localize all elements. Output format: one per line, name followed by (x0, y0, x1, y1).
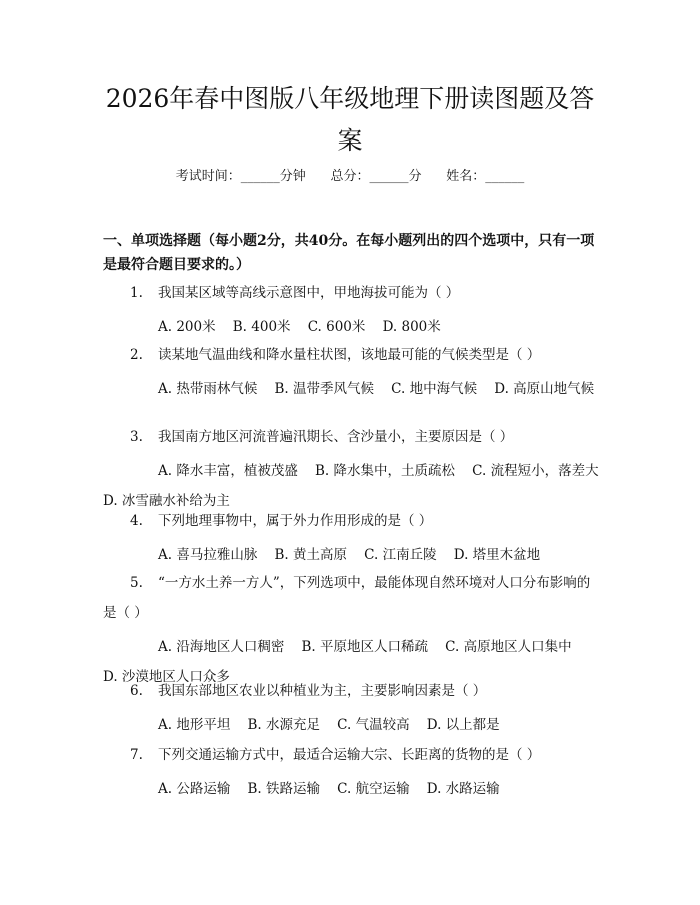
exam-info-line: 考试时间：______分钟 总分：______分 姓名：______ (175, 169, 525, 184)
question-stem (103, 506, 603, 536)
question-text: 我国某区域等高线示意图中，甲地海拔可能为（ ） (158, 285, 460, 301)
question-number: 6. (130, 683, 143, 699)
section-heading: 一、单项选择题（每小题2分，共40分。在每小题列出的四个选项中，只有一项是最符合题目要求的。） (103, 233, 595, 273)
question-3 (103, 422, 616, 516)
question-stem (103, 278, 603, 308)
question-2 (103, 340, 603, 404)
question-options: A. 沿海地区人口稠密 B. 平原地区人口稀疏 C. 高原地区人口集中 D. 沙漠地区人口众多 (103, 639, 589, 685)
question-4 (103, 506, 603, 570)
question-number: 2. (130, 347, 143, 363)
question-number: 3. (130, 429, 143, 445)
question-stem (103, 568, 603, 628)
page-title: 2026年春中图版八年级地理下册读图题及答案 (105, 84, 595, 155)
question-text: 我国东部地区农业以种植业为主，主要影响因素是（ ） (158, 683, 487, 699)
question-number: 5. (130, 575, 143, 591)
question-options: A. 热带雨林气候 B. 温带季风气候 C. 地中海气候 D. 高原山地气候 (158, 381, 595, 397)
question-text: 下列地理事物中，属于外力作用形成的是（ ） (158, 513, 433, 529)
question-options: A. 喜马拉雅山脉 B. 黄土高原 C. 江南丘陵 D. 塔里木盆地 (158, 547, 541, 563)
question-1 (103, 278, 603, 342)
question-stem (103, 676, 603, 706)
question-options: A. 公路运输 B. 铁路运输 C. 航空运输 D. 水路运输 (158, 781, 500, 797)
question-text: 读某地气温曲线和降水量柱状图，该地最可能的气候类型是（ ） (158, 347, 541, 363)
question-options: A. 地形平坦 B. 水源充足 C. 气温较高 D. 以上都是 (158, 717, 500, 733)
question-options: A. 降水丰富，植被茂盛 B. 降水集中，土质疏松 C. 流程短小，落差大 D. 冰雪融水补给为主 (103, 463, 616, 509)
question-number: 7. (130, 747, 143, 763)
question-6 (103, 676, 603, 740)
question-number: 1. (130, 285, 143, 301)
question-text: 我国南方地区河流普遍汛期长、含沙量小，主要原因是（ ） (158, 429, 514, 445)
question-text: “一方水土养一方人”，下列选项中，最能体现自然环境对人口分布影响的是（ ） (103, 575, 591, 621)
question-7 (103, 740, 603, 804)
question-5 (103, 568, 603, 692)
question-stem (103, 422, 603, 452)
question-number: 4. (130, 513, 143, 529)
question-options: A. 200米 B. 400米 C. 600米 D. 800米 (158, 319, 441, 335)
question-stem (103, 340, 603, 370)
question-stem (103, 740, 603, 770)
question-text: 下列交通运输方式中，最适合运输大宗、长距离的货物的是（ ） (158, 747, 541, 763)
